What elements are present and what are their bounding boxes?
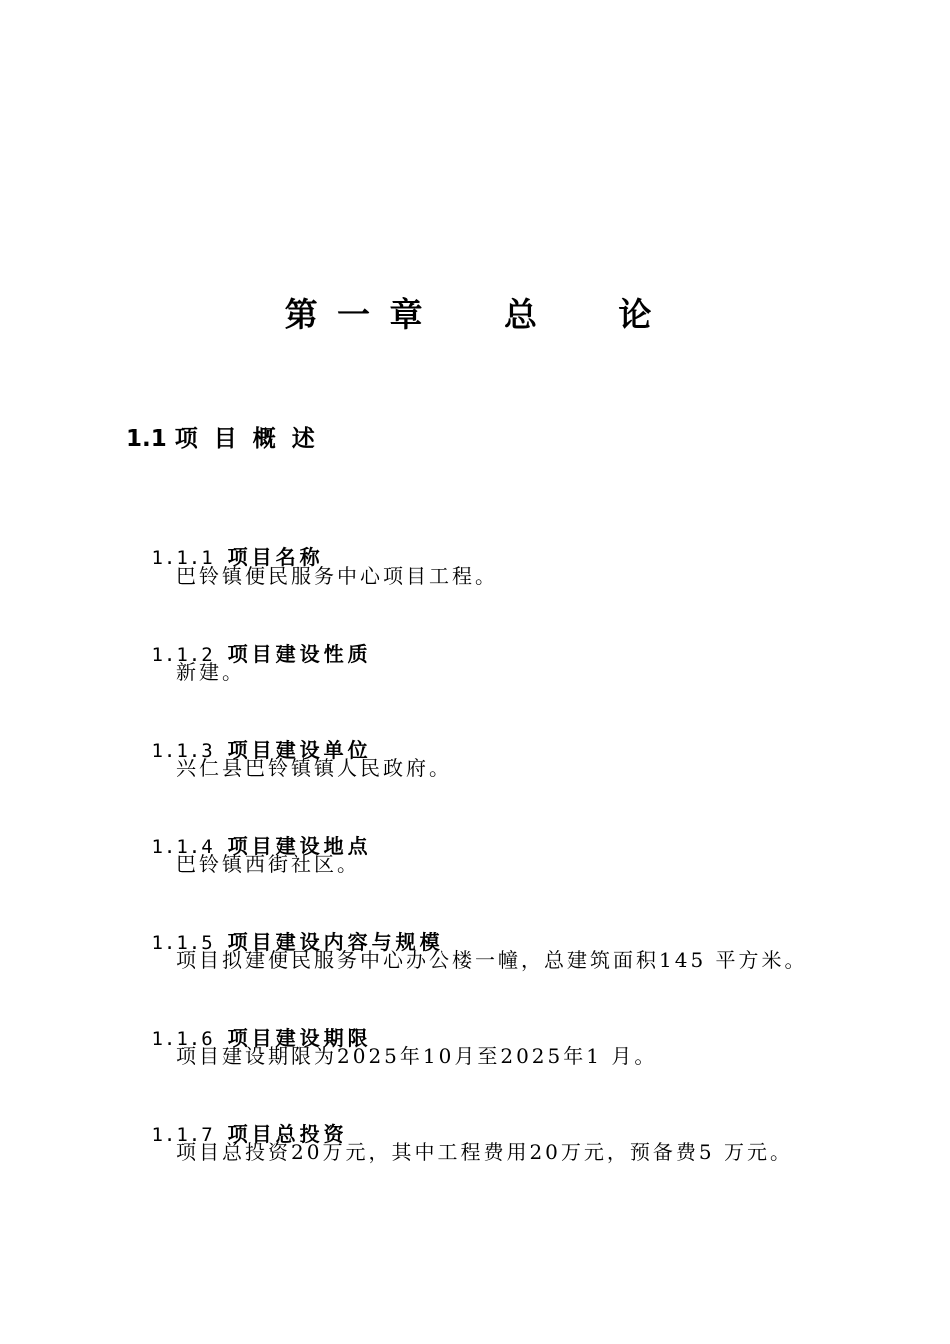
subsection-number: 1.1.1 [151,547,214,569]
subsection-content-1-1-1: 巴铃镇便民服务中心项目工程。 [176,564,498,588]
subsection-title: 项目建设性质 [227,642,372,666]
subsection-title: 项目建设地点 [227,834,372,858]
subsection-content-1-1-6: 项目建设期限为2025年10月至2025年1 月。 [176,1044,658,1068]
subsection-number: 1.1.6 [151,1028,214,1050]
subsection-content-1-1-2: 新建。 [176,660,245,684]
subsection-number: 1.1.3 [151,740,214,762]
subsection-content-1-1-3: 兴仁县巴铃镇镇人民政府。 [176,756,452,780]
subsection-content-1-1-7: 项目总投资20万元，其中工程费用20万元，预备费5 万元。 [176,1140,793,1164]
section-heading: 1.1 项 目 概 述 [126,426,315,452]
subsection-content-1-1-5: 项目拟建便民服务中心办公楼一幢，总建筑面积145 平方米。 [176,948,808,972]
subsection-heading-1-1-2 [126,609,372,700]
chapter-title: 第 一 章 总 论 [284,295,656,334]
subsection-title: 项目建设单位 [227,738,372,762]
subsection-content-1-1-4: 巴铃镇西街社区。 [176,852,360,876]
subsection-title: 项目建设期限 [227,1026,372,1050]
subsection-title: 项目建设内容与规模 [227,930,444,954]
subsection-number: 1.1.7 [151,1124,214,1146]
subsection-title: 项目总投资 [227,1122,348,1146]
subsection-number: 1.1.4 [151,836,214,858]
subsection-title: 项目名称 [227,545,324,569]
subsection-number: 1.1.2 [151,644,214,666]
subsection-number: 1.1.5 [151,932,214,954]
